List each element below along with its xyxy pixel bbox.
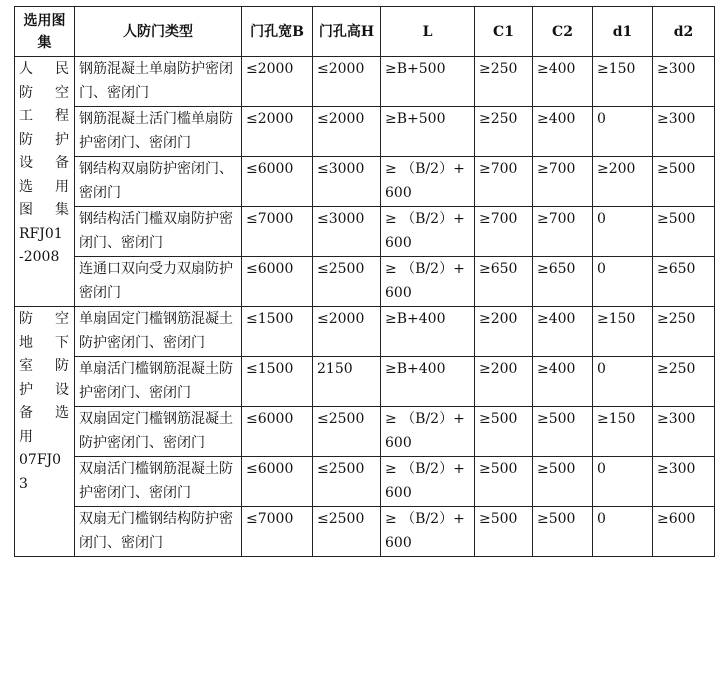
height-h-cell: ≤3000 <box>313 157 381 207</box>
table-body <box>15 57 715 557</box>
table-row <box>15 307 715 357</box>
d1-cell: 0 <box>593 357 653 407</box>
c2-cell: ≥700 <box>533 207 593 257</box>
c1-cell: ≥650 <box>475 257 533 307</box>
c1-cell: ≥250 <box>475 107 533 157</box>
d1-cell: 0 <box>593 257 653 307</box>
header-width-b: 门孔宽B <box>242 7 313 57</box>
door-type-cell: 双扇活门槛钢筋混凝土防护密闭门、密闭门 <box>75 457 242 507</box>
c1-cell: ≥500 <box>475 507 533 557</box>
width-b-cell: ≤1500 <box>242 307 313 357</box>
catalog-line: -2008 <box>19 249 60 265</box>
c2-cell: ≥500 <box>533 507 593 557</box>
l-cell: ≥B+500 <box>381 57 475 107</box>
c2-cell: ≥650 <box>533 257 593 307</box>
height-h-cell: ≤2500 <box>313 407 381 457</box>
c1-cell: ≥200 <box>475 307 533 357</box>
door-spec-table <box>14 6 715 557</box>
header-c2: C2 <box>533 7 593 57</box>
catalog-line: 地 下 <box>19 334 69 351</box>
c2-cell: ≥500 <box>533 457 593 507</box>
d2-cell: ≥500 <box>653 207 715 257</box>
catalog-cell <box>15 307 75 557</box>
d1-cell: 0 <box>593 507 653 557</box>
c1-cell: ≥700 <box>475 157 533 207</box>
catalog-cell <box>15 57 75 307</box>
table-row <box>15 257 715 307</box>
header-height-h: 门孔高H <box>313 7 381 57</box>
door-type-cell: 单扇活门槛钢筋混凝土防护密闭门、密闭门 <box>75 357 242 407</box>
width-b-cell: ≤6000 <box>242 457 313 507</box>
catalog-line: 设 备 <box>19 155 69 171</box>
c2-cell: ≥700 <box>533 157 593 207</box>
height-h-cell: ≤2000 <box>313 57 381 107</box>
height-h-cell: ≤2500 <box>313 457 381 507</box>
width-b-cell: ≤2000 <box>242 57 313 107</box>
table-row <box>15 357 715 407</box>
header-door-type: 人防门类型 <box>75 7 242 57</box>
l-cell: ≥ （B/2）+600 <box>381 207 475 257</box>
table-row <box>15 457 715 507</box>
height-h-cell: 2150 <box>313 357 381 407</box>
width-b-cell: ≤2000 <box>242 107 313 157</box>
table-row <box>15 207 715 257</box>
table-row <box>15 157 715 207</box>
table-row <box>15 407 715 457</box>
catalog-line: 图 集 <box>19 202 69 218</box>
c2-cell: ≥400 <box>533 357 593 407</box>
d2-cell: ≥250 <box>653 357 715 407</box>
d1-cell: ≥150 <box>593 407 653 457</box>
header-d1: d1 <box>593 7 653 57</box>
table-row <box>15 507 715 557</box>
door-type-cell: 钢结构双扇防护密闭门、密闭门 <box>75 157 242 207</box>
d1-cell: 0 <box>593 107 653 157</box>
catalog-line: 07FJ0 <box>19 452 62 468</box>
door-type-cell: 双扇固定门槛钢筋混凝土防护密闭门、密闭门 <box>75 407 242 457</box>
d2-cell: ≥300 <box>653 407 715 457</box>
d2-cell: ≥650 <box>653 257 715 307</box>
width-b-cell: ≤1500 <box>242 357 313 407</box>
d1-cell: 0 <box>593 207 653 257</box>
d1-cell: 0 <box>593 457 653 507</box>
door-type-cell: 钢筋混凝土活门槛单扇防护密闭门、密闭门 <box>75 107 242 157</box>
l-cell: ≥ （B/2）+600 <box>381 457 475 507</box>
height-h-cell: ≤3000 <box>313 207 381 257</box>
table-row <box>15 57 715 107</box>
d2-cell: ≥300 <box>653 457 715 507</box>
height-h-cell: ≤2500 <box>313 507 381 557</box>
catalog-line: 防 空 <box>19 84 69 101</box>
height-h-cell: ≤2500 <box>313 257 381 307</box>
l-cell: ≥ （B/2）+600 <box>381 157 475 207</box>
catalog-line: RFJ01 <box>19 225 63 242</box>
height-h-cell: ≤2000 <box>313 107 381 157</box>
width-b-cell: ≤7000 <box>242 207 313 257</box>
width-b-cell: ≤6000 <box>242 157 313 207</box>
l-cell: ≥B+400 <box>381 307 475 357</box>
catalog-line: 防 护 <box>19 131 69 148</box>
d2-cell: ≥600 <box>653 507 715 557</box>
d2-cell: ≥250 <box>653 307 715 357</box>
d1-cell: ≥200 <box>593 157 653 207</box>
door-type-cell: 连通口双向受力双扇防护密闭门 <box>75 257 242 307</box>
door-type-cell: 钢结构活门槛双扇防护密闭门、密闭门 <box>75 207 242 257</box>
door-type-cell: 钢筋混凝土单扇防护密闭门、密闭门 <box>75 57 242 107</box>
l-cell: ≥B+400 <box>381 357 475 407</box>
l-cell: ≥ （B/2）+600 <box>381 257 475 307</box>
c2-cell: ≥400 <box>533 307 593 357</box>
catalog-line: 防 空 <box>19 311 69 327</box>
header-row <box>15 7 715 57</box>
header-d2: d2 <box>653 7 715 57</box>
door-type-cell: 单扇固定门槛钢筋混凝土防护密闭门、密闭门 <box>75 307 242 357</box>
header-c1: C1 <box>475 7 533 57</box>
header-catalog: 选用图集 <box>15 7 75 57</box>
catalog-line: 选 用 <box>19 178 69 195</box>
catalog-line: 人 民 <box>19 61 69 77</box>
c1-cell: ≥200 <box>475 357 533 407</box>
c1-cell: ≥500 <box>475 407 533 457</box>
header-l: L <box>381 7 475 57</box>
catalog-line: 用 <box>19 428 33 445</box>
d2-cell: ≥500 <box>653 157 715 207</box>
l-cell: ≥ （B/2）+600 <box>381 407 475 457</box>
l-cell: ≥ （B/2）+600 <box>381 507 475 557</box>
table-row <box>15 107 715 157</box>
c1-cell: ≥700 <box>475 207 533 257</box>
catalog-line: 护 设 <box>19 381 69 398</box>
d1-cell: ≥150 <box>593 57 653 107</box>
catalog-line: 室 防 <box>19 358 69 374</box>
d2-cell: ≥300 <box>653 57 715 107</box>
catalog-line: 3 <box>19 475 28 492</box>
width-b-cell: ≤6000 <box>242 257 313 307</box>
catalog-line: 工 程 <box>19 108 69 124</box>
c2-cell: ≥500 <box>533 407 593 457</box>
l-cell: ≥B+500 <box>381 107 475 157</box>
width-b-cell: ≤6000 <box>242 407 313 457</box>
c2-cell: ≥400 <box>533 107 593 157</box>
door-type-cell: 双扇无门槛钢结构防护密闭门、密闭门 <box>75 507 242 557</box>
d2-cell: ≥300 <box>653 107 715 157</box>
catalog-line: 备 选 <box>19 405 69 421</box>
height-h-cell: ≤2000 <box>313 307 381 357</box>
d1-cell: ≥150 <box>593 307 653 357</box>
c1-cell: ≥250 <box>475 57 533 107</box>
width-b-cell: ≤7000 <box>242 507 313 557</box>
c2-cell: ≥400 <box>533 57 593 107</box>
c1-cell: ≥500 <box>475 457 533 507</box>
